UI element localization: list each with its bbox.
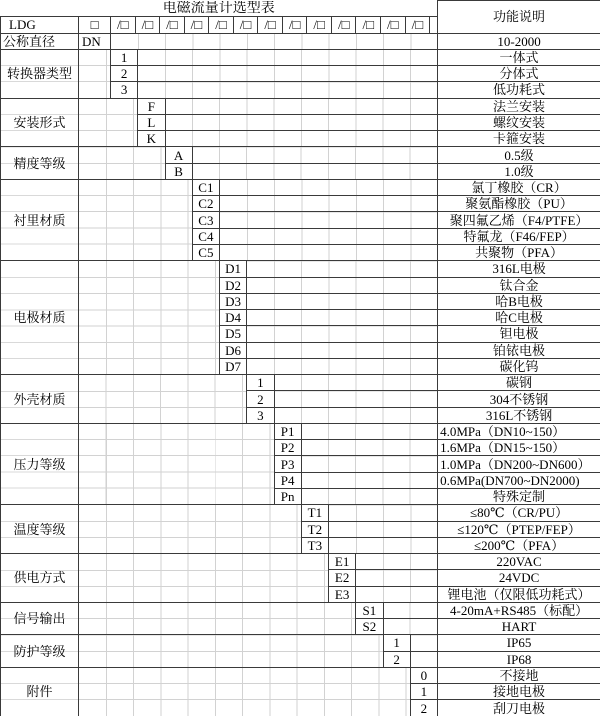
model-slot-spacer (430, 17, 437, 32)
function-desc: 法兰安装 (438, 98, 600, 114)
grid-spacer (79, 667, 411, 716)
function-desc: 0.6MPa(DN700~DN2000) (438, 472, 600, 488)
code-cell: 1 (247, 375, 274, 391)
code-cell: C5 (192, 244, 219, 260)
model-slot: /□ (136, 17, 161, 32)
code-cell: E1 (329, 554, 356, 570)
grid-spacer (138, 49, 438, 65)
model-slot: /□ (307, 17, 332, 32)
code-cell: B (165, 163, 192, 179)
grid-spacer (79, 635, 384, 668)
function-desc: 卡箍安装 (438, 131, 600, 147)
category-power-supply: 供电方式 (1, 554, 79, 603)
function-desc: 304不锈钢 (438, 391, 600, 407)
code-cell: D5 (220, 326, 247, 342)
grid-spacer (247, 261, 438, 277)
grid-spacer (356, 570, 438, 586)
grid-spacer (192, 147, 437, 163)
function-desc: 24VDC (438, 570, 600, 586)
category-converter-type: 转换器类型 (1, 49, 79, 98)
code-cell: Pn (274, 488, 301, 504)
code-cell: A (165, 147, 192, 163)
category-lining-material: 衬里材质 (1, 179, 79, 260)
grid-spacer (138, 66, 438, 82)
grid-spacer (79, 602, 356, 635)
category-housing-material: 外壳材质 (1, 375, 79, 424)
category-accuracy-class: 精度等级 (1, 147, 79, 180)
model-diameter-box: □ (79, 17, 111, 33)
model-slot: /□ (406, 17, 431, 32)
grid-spacer (329, 521, 438, 537)
function-desc: ≤80℃（CR/PU） (438, 505, 600, 521)
code-cell: T2 (301, 521, 328, 537)
grid-spacer (410, 635, 437, 651)
function-desc: 刮刀电极 (438, 700, 600, 716)
grid-spacer (111, 33, 438, 49)
grid-spacer (274, 375, 438, 391)
function-desc: ≤120℃（PTEP/FEP） (438, 521, 600, 537)
code-cell: 2 (247, 391, 274, 407)
grid-spacer (220, 244, 438, 260)
code-cell: E2 (329, 570, 356, 586)
model-slot: /□ (185, 17, 210, 32)
grid-spacer (356, 586, 438, 602)
function-desc: 氯丁橡胶（CR） (438, 179, 600, 195)
category-pressure-rating: 压力等级 (1, 423, 79, 504)
function-desc: 哈B电极 (438, 293, 600, 309)
function-column-header: 功能说明 (438, 1, 600, 34)
code-cell: D4 (220, 310, 247, 326)
code-cell: T3 (301, 537, 328, 553)
code-cell: C2 (192, 196, 219, 212)
code-cell: K (138, 131, 165, 147)
code-cell: D3 (220, 293, 247, 309)
grid-spacer (301, 488, 437, 504)
model-prefix: LDG (1, 17, 79, 33)
category-nominal-diameter: 公称直径 (1, 33, 79, 49)
category-mounting-type: 安装形式 (1, 98, 79, 147)
model-slot: /□ (234, 17, 259, 32)
code-cell: DN (79, 33, 111, 49)
code-cell: D7 (220, 358, 247, 374)
model-slot: /□ (111, 17, 136, 32)
category-signal-output: 信号输出 (1, 602, 79, 635)
model-slot: /□ (209, 17, 234, 32)
code-cell: 2 (383, 651, 410, 667)
code-cell: 1 (111, 49, 138, 65)
code-cell: P4 (274, 472, 301, 488)
function-desc: HART (438, 619, 600, 635)
function-desc: 0.5级 (438, 147, 600, 163)
model-slot: /□ (381, 17, 406, 32)
grid-spacer (79, 261, 220, 375)
grid-spacer (247, 358, 438, 374)
function-desc: 接地电极 (438, 684, 600, 700)
grid-spacer (410, 651, 437, 667)
grid-spacer (383, 602, 438, 618)
function-desc: IP65 (438, 635, 600, 651)
grid-spacer (138, 82, 438, 98)
grid-spacer (165, 131, 438, 147)
code-cell: 0 (410, 667, 437, 683)
grid-spacer (247, 342, 438, 358)
grid-spacer (165, 114, 438, 130)
grid-spacer (247, 277, 438, 293)
code-cell: D2 (220, 277, 247, 293)
code-cell: C3 (192, 212, 219, 228)
function-desc: 钛合金 (438, 277, 600, 293)
grid-spacer (329, 505, 438, 521)
function-desc: 1.0级 (438, 163, 600, 179)
code-cell: S1 (356, 602, 383, 618)
grid-spacer (79, 423, 275, 504)
category-protection-rating: 防护等级 (1, 635, 79, 668)
model-slot: /□ (356, 17, 381, 32)
category-temperature-rating: 温度等级 (1, 505, 79, 554)
grid-spacer (192, 163, 437, 179)
grid-spacer (247, 293, 438, 309)
code-cell: 3 (247, 407, 274, 423)
code-cell: D6 (220, 342, 247, 358)
function-desc: IP68 (438, 651, 600, 667)
model-slot: /□ (160, 17, 185, 32)
function-desc: 不接地 (438, 667, 600, 683)
grid-spacer (79, 375, 247, 424)
grid-spacer (301, 440, 437, 456)
grid-spacer (329, 537, 438, 553)
function-desc: 分体式 (438, 66, 600, 82)
code-cell: P3 (274, 456, 301, 472)
grid-spacer (274, 407, 438, 423)
category-accessory: 附件 (1, 667, 79, 716)
table-title: 电磁流量计选型表 (1, 1, 438, 17)
function-desc: 220VAC (438, 554, 600, 570)
grid-spacer (247, 310, 438, 326)
code-cell: C1 (192, 179, 219, 195)
model-slot: /□ (332, 17, 357, 32)
grid-spacer (79, 505, 302, 554)
model-slot: /□ (258, 17, 283, 32)
grid-spacer (274, 391, 438, 407)
grid-spacer (79, 554, 329, 603)
grid-spacer (220, 179, 438, 195)
function-desc: 特殊定制 (438, 488, 600, 504)
function-desc: 特氟龙（F46/FEP） (438, 228, 600, 244)
grid-spacer (247, 326, 438, 342)
grid-spacer (220, 196, 438, 212)
function-desc: 316L电极 (438, 261, 600, 277)
function-desc: 4.0MPa（DN10~150） (438, 423, 600, 439)
model-slot: /□ (283, 17, 308, 32)
code-cell: 2 (111, 66, 138, 82)
code-cell: P2 (274, 440, 301, 456)
function-desc: 碳化钨 (438, 358, 600, 374)
code-cell: P1 (274, 423, 301, 439)
grid-spacer (220, 228, 438, 244)
function-desc: 10-2000 (438, 33, 600, 49)
function-desc: 螺纹安装 (438, 114, 600, 130)
grid-spacer (301, 456, 437, 472)
function-desc: 哈C电极 (438, 310, 600, 326)
code-cell: D1 (220, 261, 247, 277)
code-cell: S2 (356, 619, 383, 635)
code-cell: 1 (410, 684, 437, 700)
function-desc: 钽电极 (438, 326, 600, 342)
function-desc: ≤200℃（PFA） (438, 537, 600, 553)
grid-spacer (165, 98, 438, 114)
code-cell: 2 (410, 700, 437, 716)
code-cell: 3 (111, 82, 138, 98)
function-desc: 碳钢 (438, 375, 600, 391)
function-desc: 316L不锈钢 (438, 407, 600, 423)
function-desc: 聚四氟乙烯（F4/PTFE） (438, 212, 600, 228)
grid-spacer (79, 179, 193, 260)
grid-spacer (220, 212, 438, 228)
function-desc: 共聚物（PFA） (438, 244, 600, 260)
code-cell: L (138, 114, 165, 130)
function-desc: 聚氨酯橡胶（PU） (438, 196, 600, 212)
grid-spacer (301, 472, 437, 488)
function-desc: 低功耗式 (438, 82, 600, 98)
grid-spacer (79, 147, 166, 180)
function-desc: 1.6MPa（DN15~150） (438, 440, 600, 456)
model-slot-strip (111, 17, 438, 33)
grid-spacer (79, 98, 138, 147)
function-desc: 1.0MPa（DN200~DN600） (438, 456, 600, 472)
function-desc: 铂铱电极 (438, 342, 600, 358)
grid-spacer (383, 619, 438, 635)
grid-spacer (301, 423, 437, 439)
code-cell: E3 (329, 586, 356, 602)
category-electrode-material: 电极材质 (1, 261, 79, 375)
code-cell: T1 (301, 505, 328, 521)
grid-spacer (356, 554, 438, 570)
function-desc: 锂电池（仅限低功耗式） (438, 586, 600, 602)
grid-spacer (79, 49, 111, 98)
code-cell: F (138, 98, 165, 114)
function-desc: 一体式 (438, 49, 600, 65)
function-desc: 4-20mA+RS485（标配） (438, 602, 600, 618)
code-cell: C4 (192, 228, 219, 244)
code-cell: 1 (383, 635, 410, 651)
